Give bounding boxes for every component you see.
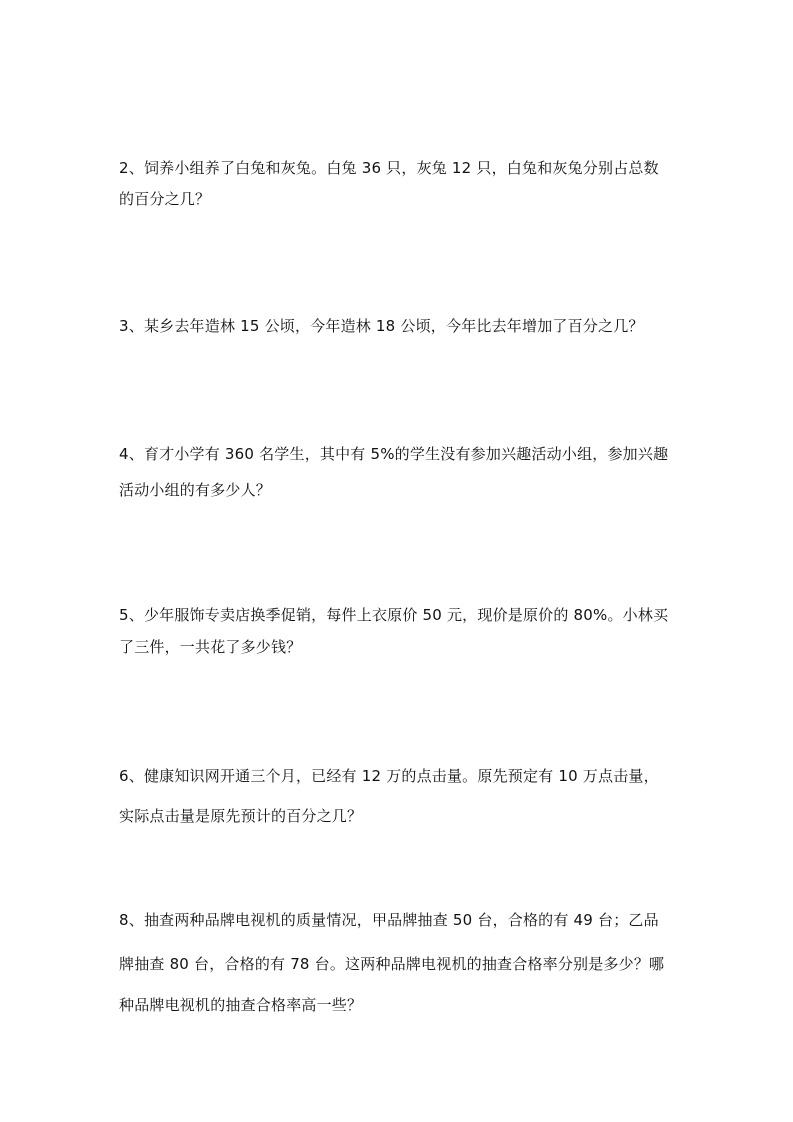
question-6-line-1: 6、健康知识网开通三个月，已经有 12 万的点击量。原先预定有 10 万点击量， [119,767,659,785]
question-4-line-2: 活动小组的有多少人？ [119,481,272,499]
question-8-line-1: 8、抽查两种品牌电视机的质量情况，甲品牌抽查 50 台，合格的有 49 台；乙品 [119,911,659,929]
question-3-line-1: 3、某乡去年造林 15 公顷，今年造林 18 公顷，今年比去年增加了百分之几？ [119,317,644,335]
question-2-line-1: 2、饲养小组养了白兔和灰兔。白兔 36 只，灰兔 12 只，白兔和灰兔分别占总数 [119,159,659,177]
question-8-line-3: 种品牌电视机的抽查合格率高一些？ [119,996,363,1014]
question-5-line-1: 5、少年服饰专卖店换季促销，每件上衣原价 50 元，现价是原价的 80%。小林买 [119,606,669,624]
question-8-line-2: 牌抽查 80 台，合格的有 78 台。这两种品牌电视机的抽查合格率分别是多少？哪 [119,955,665,973]
question-4-line-1: 4、育才小学有 360 名学生，其中有 5%的学生没有参加兴趣活动小组，参加兴趣 [119,445,669,463]
question-6-line-2: 实际点击量是原先预计的百分之几？ [119,807,363,825]
question-2-line-2: 的百分之几？ [119,190,211,208]
question-5-line-2: 了三件，一共花了多少钱？ [119,638,302,656]
